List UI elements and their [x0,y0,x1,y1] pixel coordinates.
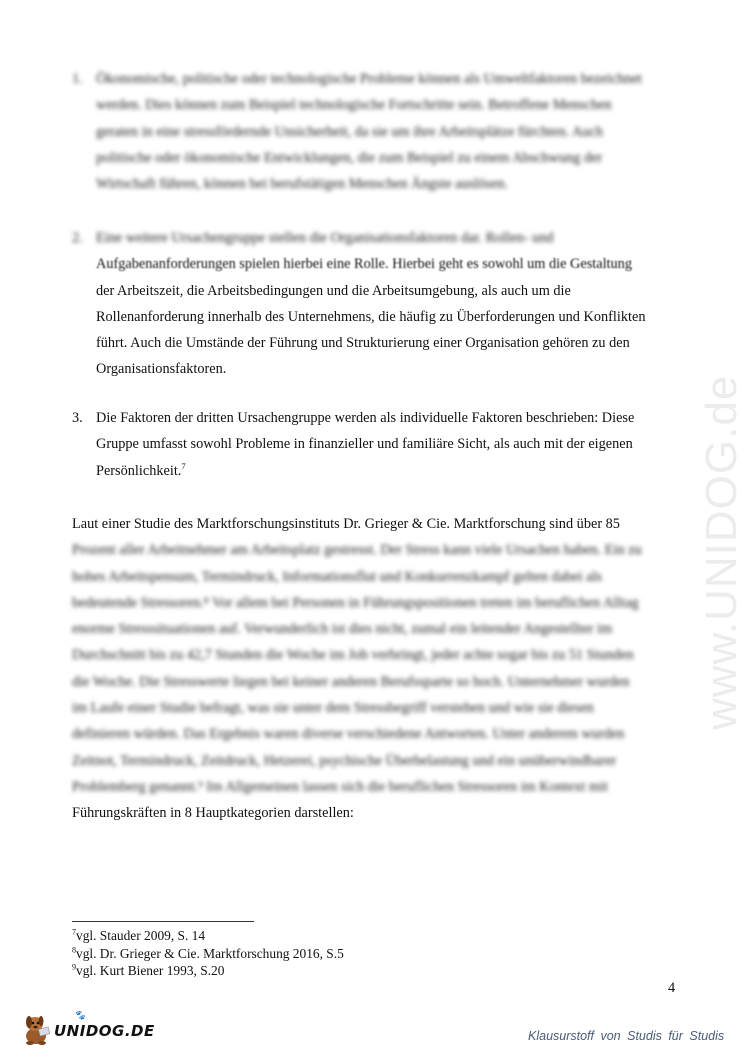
text-line: Rollenanforderung innerhalb des Unternehmens, die häufig zu Überforderungen und Konflikten [96,308,646,325]
text-line: Die Faktoren der dritten Ursachengruppe werden als individuelle Faktoren beschrieben: Diese [96,410,635,426]
list-item-text [96,225,708,383]
text-line: hohes Arbeitspensum, Termindruck, Informationsflut und Konkurrenzkampf gelten dabei als [72,568,602,585]
footnote [72,962,344,980]
text-line: die Woche. Die Stresswerte liegen bei keiner anderen Berufssparte so hoch. Unternehmer wurden [72,673,630,690]
footnote [72,945,344,963]
text-line: Laut einer Studie des Marktforschungsinstituts Dr. Grieger & Cie. Marktforschung sind über 85 [72,516,620,532]
footnote-number: 7 [72,927,76,937]
text-line: Wirtschaft führen, können bei berufstätigen Menschen Ängste auslösen. [96,176,508,193]
list-item-3 [72,405,708,484]
text-line: bedeutende Stressoren.⁸ Vor allem bei Personen in Führungspositionen treten im beruflichen Alltag [72,594,639,611]
text-line: im Laufe einer Studie befragt, was sie unter dem Stressbegriff verstehen und wie sie diesen [72,700,594,717]
footer-logo[interactable] [22,1012,155,1044]
footnotes [72,927,344,980]
text-line: Ökonomische, politische oder technologische Probleme können als Umweltfaktoren bezeichnet [96,71,642,87]
page-number: 4 [668,980,676,996]
text-line: Organisationsfaktoren. [96,361,227,378]
text-line: werden. Dies können zum Beispiel technologische Fortschritte sein. Betroffene Menschen [96,97,612,114]
footnote-number: 8 [72,945,76,955]
text-line [96,458,708,484]
text-line: Zeitnot, Termindruck, Zeitdruck, Hetzerei, psychische Überbelastung und ein unüberwindbarer [72,752,617,769]
text-line: Problemberg genannt.⁹ Im Allgemeinen lassen sich die beruflichen Stressoren im Kontext mit [72,778,608,795]
logo-label: UNIDOG.DE [54,1022,155,1040]
list-number: 2. [72,230,83,246]
text-line-partially-blurred [96,251,708,277]
text-line: Prozent aller Arbeitnehmer am Arbeitsplatz gestresst. Der Stress kann viele Ursachen haben. Ein zu [72,542,642,559]
footnote-separator [72,921,254,922]
logo-text [54,1011,155,1040]
text-line: geraten in eine stressfördernde Unsicherheit, da sie um ihre Arbeitsplätze fürchten. Auch [96,123,603,140]
paw-icon: 🐾 [74,1011,86,1021]
text-line: politische oder ökonomische Entwicklungen, die zum Beispiel zu einem Abschwung der [96,149,603,166]
footer-slogan: Klausurstoff von Studis für Studis [528,1029,725,1043]
footnote-text: vgl. Kurt Biener 1993, S.20 [76,963,225,978]
list-item-text [96,405,708,484]
list-item-2 [72,225,708,383]
text-line: führt. Auch die Umstände der Führung und Strukturierung einer Organisation gehören zu den [96,335,630,352]
footnote [72,927,344,945]
paragraph-text-blurred [72,537,684,800]
watermark: www.UNIDOG.de [697,374,746,730]
text-line: Aufgabenanforderungen spielen hierbei eine Rolle. Hierbei geht es sowohl um die Gestaltung [96,256,632,273]
text-line: enorme Stresssituationen auf. Verwunderlich ist dies nicht, zumal ein leitender Angestellter im [72,621,613,638]
footnote-text: vgl. Dr. Grieger & Cie. Marktforschung 2016, S.5 [76,945,344,961]
text-line: definieren würden. Das Ergebnis waren diverse verschiedene Antworten. Unter anderem wurden [72,726,625,743]
text-line-blurred: Eine weitere Ursachengruppe stellen die Organisationsfaktoren dar. Rollen- und [96,230,554,246]
footnote-number: 9 [72,962,76,972]
dog-mascot-icon [22,1012,50,1044]
footnote-text: vgl. Stauder 2009, S. 14 [76,928,206,943]
footnote-reference[interactable]: 7 [181,460,186,471]
list-item-1 [72,66,708,197]
body-paragraph [72,511,684,827]
list-number: 1. [72,71,83,87]
text-line-content: Persönlichkeit. [96,462,182,479]
text-line: Führungskräften in 8 Hauptkategorien darstellen: [72,805,354,822]
list-item-text-blurred [96,66,708,197]
text-line: Gruppe umfasst sowohl Probleme in finanzieller und familiäre Sicht, als auch mit der eigenen [96,436,633,453]
list-number: 3. [72,410,83,426]
text-line: Durchschnitt bis zu 42,7 Stunden die Woche im Job verbringt, jeder achte sogar bis zu 51 Stunden [72,647,634,664]
text-line: der Arbeitszeit, die Arbeitsbedingungen und die Arbeitsumgebung, als auch um die [96,282,571,299]
